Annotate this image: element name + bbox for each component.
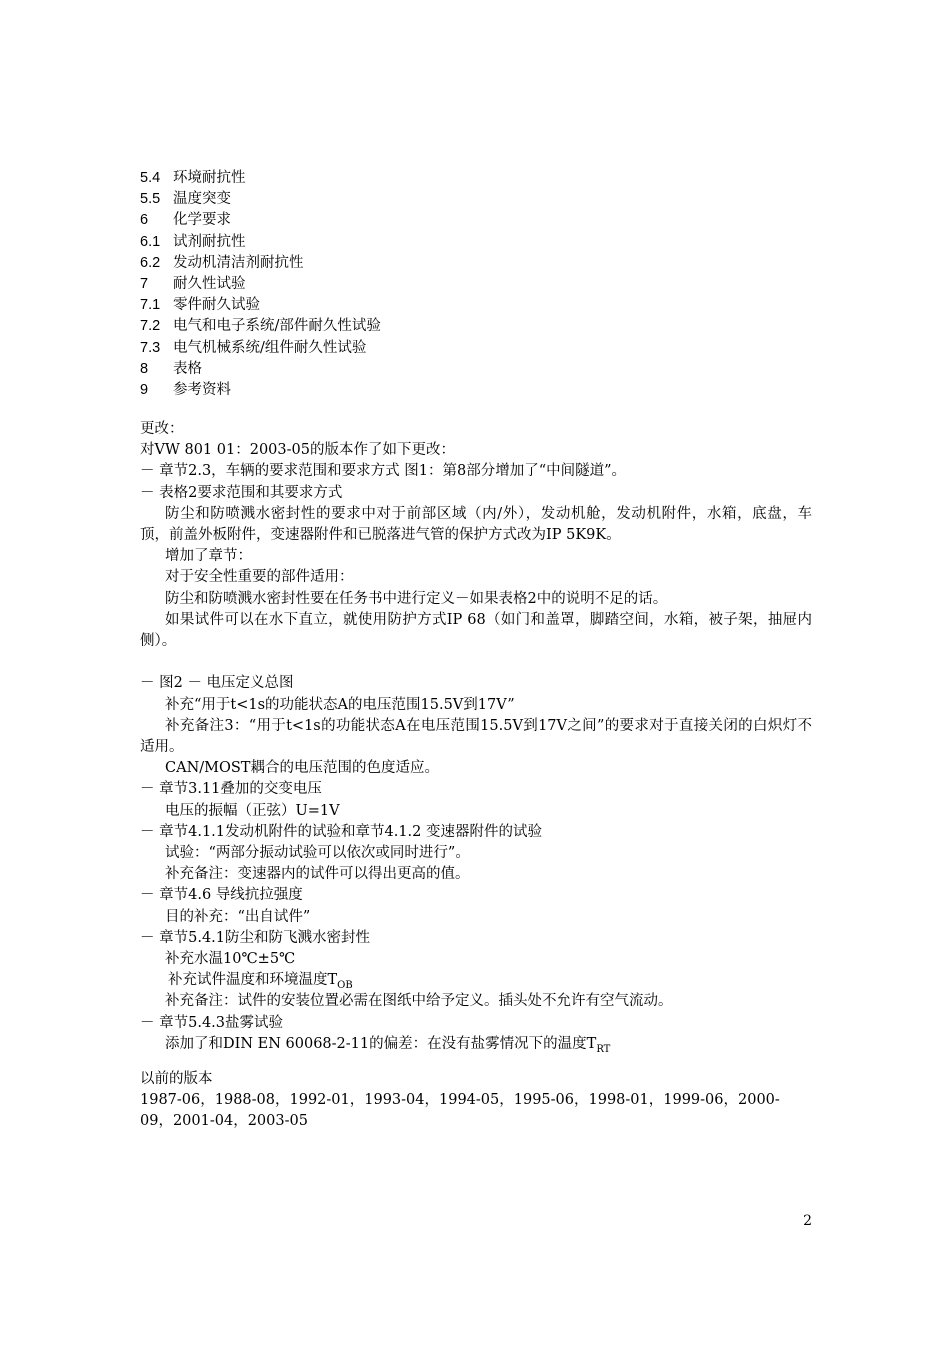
toc-item: 5.5 温度突变 <box>140 191 231 208</box>
table-of-contents <box>140 168 812 401</box>
changes-heading: 更改： <box>140 421 184 437</box>
change-detail: 补充试件温度和环境温度$T_{OB}$ <box>168 972 353 992</box>
change-detail: 补充备注：试件的安装位置必需在图纸中给予定义。插头处不允许有空气流动。 <box>165 993 673 1010</box>
toc-item: 7 耐久性试验 <box>140 275 246 292</box>
change-detail: 补充“用于t<1s的功能状态A的电压范围15.5V到17V” <box>165 696 515 713</box>
change-detail: 补充水温10℃±5℃ <box>165 951 296 968</box>
toc-item: 7.2 电气和电子系统/部件耐久性试验 <box>140 318 381 335</box>
toc-item: 6 化学要求 <box>140 212 231 229</box>
change-item: － 表格2要求范围和其要求方式 <box>140 484 343 501</box>
spacer <box>140 652 812 673</box>
changes-intro: 对VW 801 01：2003-05的版本作了如下更改： <box>140 442 455 459</box>
change-detail: 电压的振幅（正弦）U=1V <box>165 802 340 819</box>
change-detail: 对于安全性重要的部件适用： <box>165 569 354 586</box>
change-item: － 章节4.6 导线抗拉强度 <box>140 887 303 904</box>
change-item: － 章节5.4.3盐雾试验 <box>140 1014 284 1031</box>
changes-section <box>140 419 812 1055</box>
change-detail: 增加了章节： <box>165 548 252 565</box>
change-detail: 防尘和防喷溅水密封性的要求中对于前部区域（内/外），发动机舱，发动机附件，水箱，底盘，车顶，前盖外板附件，变速器附件和已脱落进气管的保护方式改为IP 5K9K。 <box>140 505 812 544</box>
change-detail: 防尘和防喷溅水密封性要在任务书中进行定义－如果表格2中的说明不足的话。 <box>165 590 668 607</box>
change-item: － 章节4.1.1发动机附件的试验和章节4.1.2 变速器附件的试验 <box>140 823 543 840</box>
toc-item: 8 表格 <box>140 360 202 377</box>
change-detail: 试验：“两部分振动试验可以依次或同时进行”。 <box>165 845 470 862</box>
change-detail: 补充备注3：“用于t<1s的功能状态A在电压范围15.5V到17V之间”的要求对于直接关闭的白炽灯不适用。 <box>140 717 812 756</box>
toc-item: 7.3 电气机械系统/组件耐久性试验 <box>140 339 367 356</box>
toc-item: 9 参考资料 <box>140 381 231 398</box>
toc-item: 6.2 发动机清洁剂耐抗性 <box>140 254 304 271</box>
change-detail: 目的补充：“出自试件” <box>165 908 311 925</box>
page-number: 2 <box>803 1213 812 1229</box>
change-item: － 章节2.3，车辆的要求范围和要求方式 图1：第8部分增加了“中间隧道”。 <box>140 463 627 480</box>
change-detail: 如果试件可以在水下直立，就使用防护方式IP 68（如门和盖罩，脚踏空间，水箱，被子架，抽屉内侧）。 <box>140 611 812 650</box>
toc-item: 5.4 环境耐抗性 <box>140 170 246 186</box>
previous-editions-list: 1987-06，1988-08，1992-01，1993-04，1994-05，1995-06，1998-01，1999-06，2000-09，2001-04，2003-05 <box>140 1092 780 1130</box>
toc-item: 7.1 零件耐久试验 <box>140 297 260 314</box>
previous-editions <box>140 1069 812 1133</box>
change-detail: 添加了和DIN EN 60068-2-11的偏差：在没有盐雾情况下的温度$T_{RT}$ <box>165 1035 611 1055</box>
toc-item: 6.1 试剂耐抗性 <box>140 233 246 250</box>
change-detail: CAN/MOST耦合的电压范围的色度适应。 <box>165 760 439 777</box>
change-item: － 章节3.11叠加的交变电压 <box>140 781 322 798</box>
change-item: － 图2 － 电压定义总图 <box>140 675 294 692</box>
change-item: － 章节5.4.1防尘和防飞溅水密封性 <box>140 929 371 946</box>
previous-editions-heading: 以前的版本 <box>140 1071 213 1087</box>
change-detail: 补充备注：变速器内的试件可以得出更高的值。 <box>165 866 470 883</box>
